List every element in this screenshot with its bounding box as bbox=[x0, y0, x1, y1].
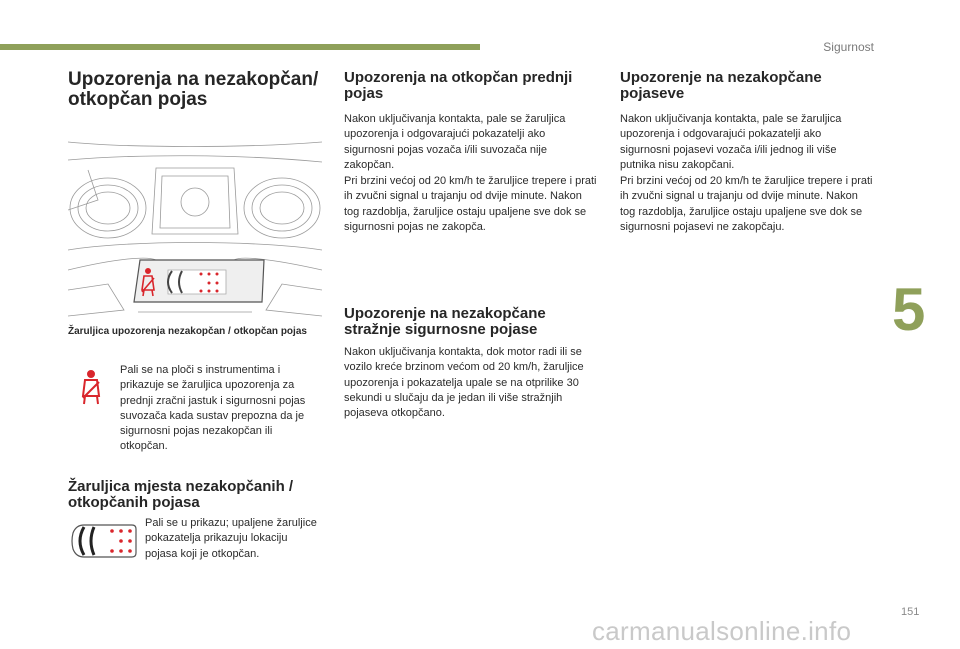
rear-belt-text: Nakon uključivanja kontakta, dok motor radi ili se vozilo kreće brzinom većom od 20 km/h, žaruljice upozorenja i pokazatelja upale se na otprilike 30 sekundi u slučaju da je jedan ili više stražnjih pojaseva otkopčano. bbox=[344, 346, 584, 420]
front-belt-text-2: Pri brzini većoj od 20 km/h te žaruljice trepere i prati ih zvučni signal u trajanju od dvije minute. Nakon tog razdoblja, žaruljice ostaju upaljene sve dok se sigurnosni pojas ne zakopča. bbox=[344, 175, 597, 233]
main-heading: Upozorenja na nezakopčan/ otkopčan pojas bbox=[68, 69, 319, 110]
instrument-panel-drawing bbox=[68, 140, 322, 318]
page-number: 151 bbox=[901, 606, 920, 618]
front-belt-text: Nakon uključivanja kontakta, pale se žaruljica upozorenja i odgovarajući pokazatelji ako sigurnosni pojas vozača i/ili suvozača nije zakopčan. bbox=[344, 113, 566, 171]
section-title: Sigurnost bbox=[823, 40, 874, 54]
all-belts-text-2: Pri brzini većoj od 20 km/h te žaruljice trepere i prati ih zvučni signal u trajanju od dvije minute. Nakon tog razdoblja, žaruljice ostaju upaljene sve dok se sigurnosni pojasevi ne zakopčaju. bbox=[620, 175, 873, 233]
all-belts-heading: Upozorenje na nezakopčane pojaseve bbox=[620, 69, 822, 102]
instrument-panel-illustration bbox=[68, 140, 322, 318]
illustration-caption: Žaruljica upozorenja nezakopčan / otkopčan pojas bbox=[68, 326, 307, 337]
warning-display-panel bbox=[134, 260, 264, 302]
seatbelt-warning-icon bbox=[80, 370, 102, 406]
seat-indicator-description: Pali se u prikazu; upaljene žaruljice pokazatelja prikazuju lokaciju pojasa koji je otkopčan. bbox=[145, 517, 317, 560]
seat-position-indicator-icon bbox=[70, 523, 138, 559]
seatbelt-warning-description: Pali se na ploči s instrumentima i prikazuje se žaruljica upozorenja za prednji zračni jastuk i sigurnosni pojas suvozača kada sustav prepozna da je sigurnosni pojas nezakopčan ili otkopčan. bbox=[120, 364, 306, 453]
all-belts-text: Nakon uključivanja kontakta, pale se žaruljica upozorenja i odgovarajući pokazatelji ako sigurnosni pojasevi vozača i/ili jednog ili više putnika nisu zakopčani. bbox=[620, 113, 842, 171]
chapter-number: 5 bbox=[892, 276, 926, 343]
rear-belt-heading: Upozorenje na nezakopčane stražnje sigurnosne pojase bbox=[344, 305, 546, 338]
front-belt-heading: Upozorenja na otkopčan prednji pojas bbox=[344, 69, 573, 102]
watermark: carmanualsonline.info bbox=[592, 616, 852, 646]
seat-indicator-heading: Žaruljica mjesta nezakopčanih / otkopčanih pojasa bbox=[68, 478, 294, 511]
top-accent-bar bbox=[0, 44, 480, 50]
